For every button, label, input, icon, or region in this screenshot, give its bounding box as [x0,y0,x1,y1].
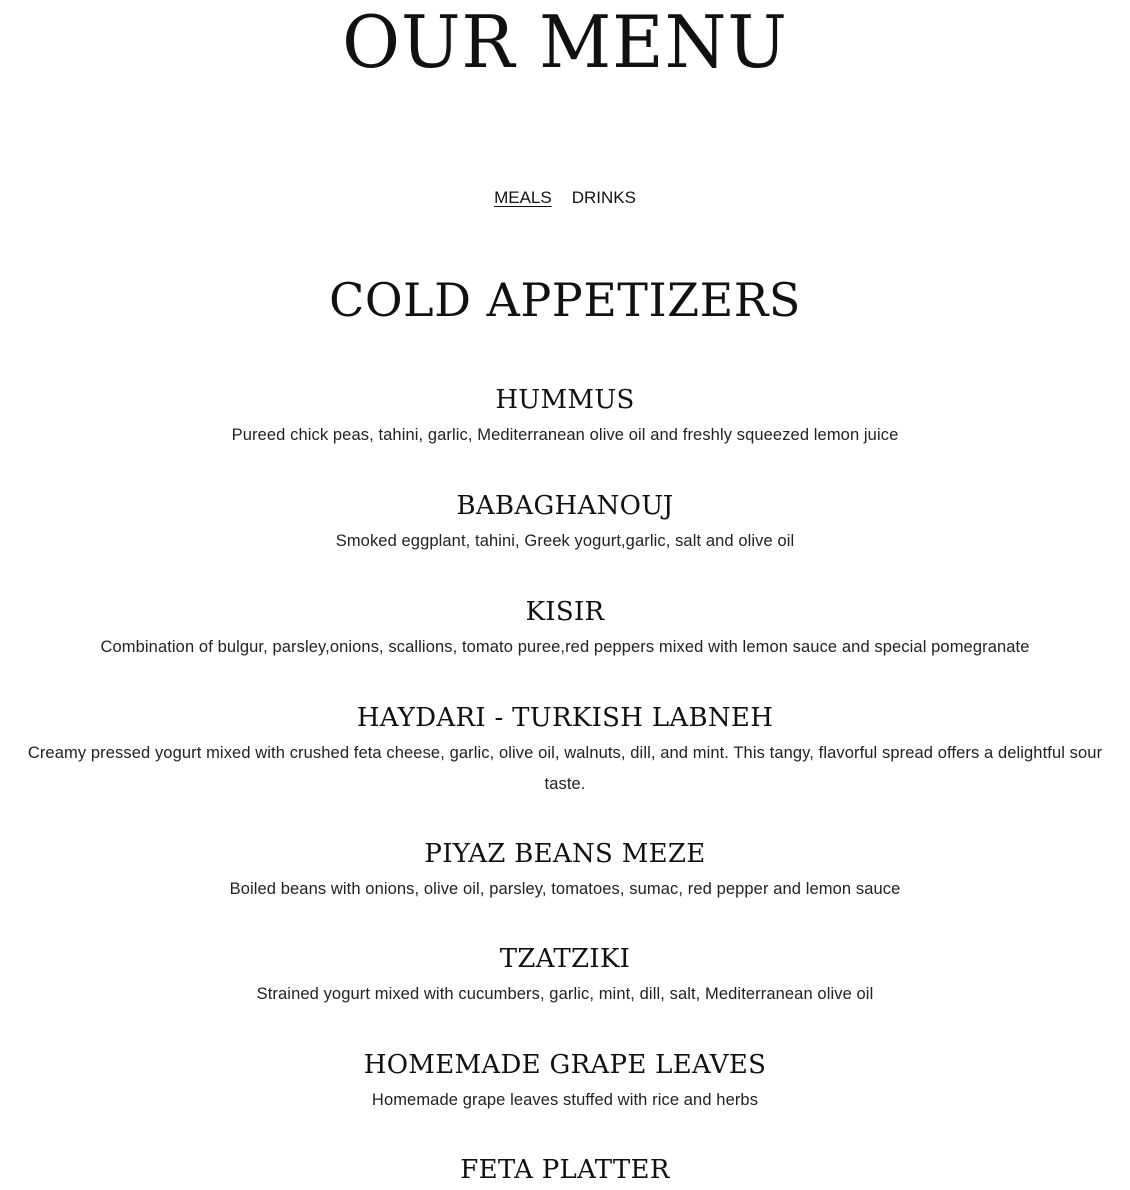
menu-item-description: Strained yogurt mixed with cucumbers, garlic, mint, dill, salt, Mediterranean olive oil [256,985,874,1003]
menu-item-description: Boiled beans with onions, olive oil, parsley, tomatoes, sumac, red pepper and lemon sauce [229,880,901,898]
menu-item-description: Combination of bulgur, parsley,onions, scallions, tomato puree,red peppers mixed with lemon sauce and special pomegranate [100,638,1030,656]
menu-item-name: KISIR [525,597,605,627]
menu-item-babaghanouj [0,486,1130,557]
menu-item-piyaz-beans-meze [0,834,1130,905]
page-title: OUR MENU [342,0,788,84]
menu-item-tzatziki [0,939,1130,1010]
menu-item-description: Pureed chick peas, tahini, garlic, Mediterranean olive oil and freshly squeezed lemon juice [231,426,899,444]
menu-tabs [0,186,1130,210]
menu-item-name: FETA PLATTER [460,1155,670,1185]
menu-item-name: PIYAZ BEANS MEZE [424,839,706,869]
menu-item-name: HAYDARI - TURKISH LABNEH [356,703,774,733]
menu-item-name: HUMMUS [495,385,635,415]
menu-item-grape-leaves [0,1045,1130,1116]
section-title: COLD APPETIZERS [329,273,801,327]
menu-item-description: Homemade grape leaves stuffed with rice and herbs [371,1091,759,1109]
menu-item-haydari [0,698,1130,800]
menu-item-name: TZATZIKI [499,944,631,974]
menu-item-name: BABAGHANOUJ [456,491,674,521]
menu-item-kisir [0,592,1130,663]
menu-item-description: Creamy pressed yogurt mixed with crushed feta cheese, garlic, olive oil, walnuts, dill, and mint. This tangy, flavorful spread offers a delightful sour taste. [27,744,1103,793]
menu-item-name: HOMEMADE GRAPE LEAVES [363,1050,767,1080]
menu-item-description: Smoked eggplant, tahini, Greek yogurt,garlic, salt and olive oil [335,532,795,550]
tab-meals[interactable]: MEALS [494,188,552,207]
tab-drinks[interactable]: DRINKS [571,188,636,207]
menu-item-hummus [0,380,1130,451]
menu-item-feta-platter [0,1150,1130,1190]
